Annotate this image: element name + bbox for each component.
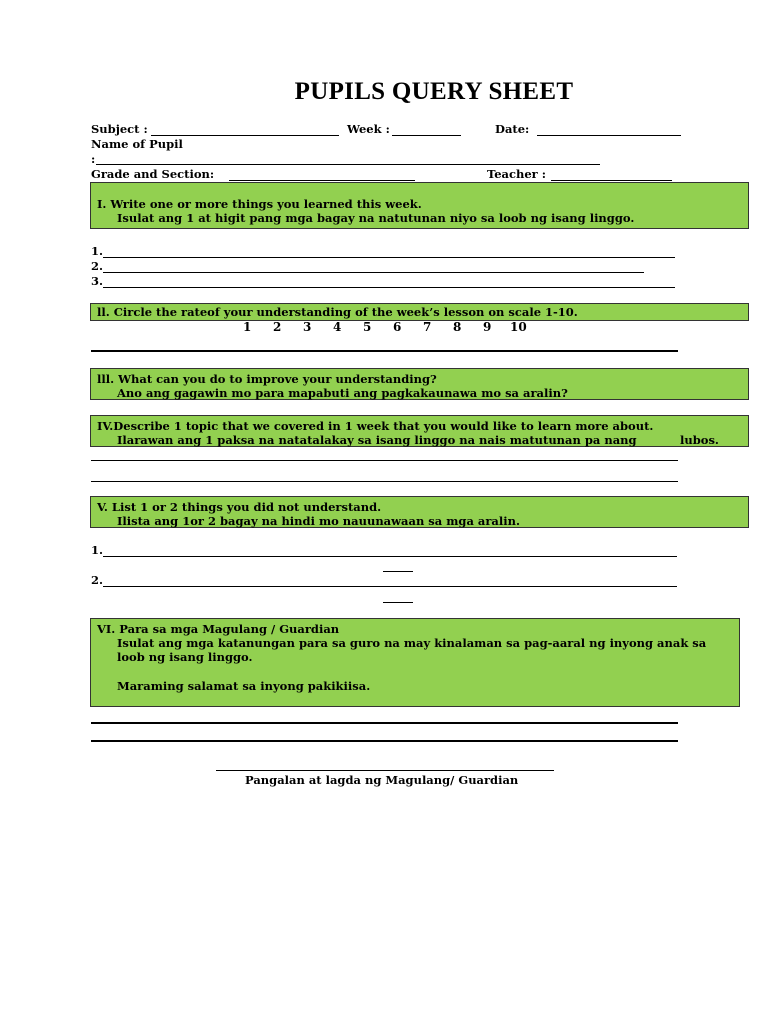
section-3-line-2: Ano ang gagawin mo para mapabuti ang pagkakaunawa mo sa aralin? [117, 386, 568, 400]
section-4-line-1: IV.Describe 1 topic that we covered in 1 week that you would like to learn more about. [97, 419, 654, 433]
section-5-item-1: 1. [91, 543, 104, 557]
section-5-answer-2[interactable] [103, 586, 677, 587]
rating-5[interactable]: 5 [363, 320, 372, 334]
section-5-answer-1[interactable] [103, 556, 677, 557]
section-2-box [90, 303, 749, 321]
date-label: Date: [495, 122, 530, 136]
teacher-field[interactable] [551, 180, 672, 181]
subject-field[interactable] [151, 135, 339, 136]
grade-section-field[interactable] [229, 180, 415, 181]
section-5-answer-1-cont[interactable] [383, 571, 413, 572]
section-5-answer-2-cont[interactable] [383, 602, 413, 603]
section-6-line-1: VI. Para sa mga Magulang / Guardian [97, 622, 340, 636]
section-1-item-3: 3. [91, 274, 104, 288]
section-6-line-2: Isulat ang mga katanungan para sa guro na may kinalaman sa pag-aaral ng inyong anak sa [117, 636, 707, 650]
rating-10[interactable]: 10 [510, 320, 527, 334]
grade-section-label: Grade and Section: [91, 167, 215, 181]
section-5-line-1: V. List 1 or 2 things you did not understand. [97, 500, 382, 514]
section-4-line-2-end: lubos. [680, 433, 719, 447]
name-colon: : [91, 152, 96, 166]
section-1-line-2: Isulat ang 1 at higit pang mga bagay na natutunan niyo sa loob ng isang linggo. [117, 211, 635, 225]
section-6-line-4: Maraming salamat sa inyong pakikiisa. [117, 679, 371, 693]
section-5-item-2: 2. [91, 573, 104, 587]
section-1-answer-1[interactable] [103, 257, 675, 258]
rating-4[interactable]: 4 [333, 320, 342, 334]
section-4-line-2: Ilarawan ang 1 paksa na natatalakay sa isang linggo na nais matutunan pa nang [117, 433, 637, 447]
section-4-box [90, 415, 749, 447]
section-1-answer-2[interactable] [103, 272, 644, 273]
subject-label: Subject : [91, 122, 148, 136]
section-6-answer-1[interactable] [91, 722, 678, 724]
rating-9[interactable]: 9 [483, 320, 492, 334]
date-field[interactable] [537, 135, 681, 136]
signature-label: Pangalan at lagda ng Magulang/ Guardian [245, 773, 519, 787]
section-4-answer-2[interactable] [91, 481, 678, 482]
name-label: Name of Pupil [91, 137, 183, 151]
rating-7[interactable]: 7 [423, 320, 432, 334]
rating-2[interactable]: 2 [273, 320, 282, 334]
rating-8[interactable]: 8 [453, 320, 462, 334]
week-field[interactable] [392, 135, 461, 136]
name-field[interactable] [96, 164, 600, 165]
rating-6[interactable]: 6 [393, 320, 402, 334]
rating-scale [0, 320, 768, 336]
section-2-line-1: ll. Circle the rateof your understanding of the week’s lesson on scale 1-10. [97, 305, 578, 319]
section-5-line-2: Ilista ang 1or 2 bagay na hindi mo nauunawaan sa mga aralin. [117, 514, 520, 528]
section-3-box [90, 368, 749, 400]
week-label: Week : [347, 122, 390, 136]
section-1-answer-3[interactable] [103, 287, 675, 288]
section-6-box [90, 618, 740, 707]
section-1-box [90, 182, 749, 229]
rating-1[interactable]: 1 [243, 320, 252, 334]
signature-line[interactable] [216, 770, 554, 771]
section-1-item-2: 2. [91, 259, 104, 273]
section-3-line-1: lll. What can you do to improve your understanding? [97, 372, 437, 386]
section-6-answer-2[interactable] [91, 740, 678, 742]
teacher-label: Teacher : [487, 167, 546, 181]
rating-3[interactable]: 3 [303, 320, 312, 334]
section-4-answer-1[interactable] [91, 460, 678, 461]
page-title: PUPILS QUERY SHEET [294, 78, 574, 105]
section-1-item-1: 1. [91, 244, 104, 258]
section-2-answer-line[interactable] [91, 350, 678, 352]
section-6-line-3: loob ng isang linggo. [117, 650, 253, 664]
section-5-box [90, 496, 749, 528]
section-1-line-1: I. Write one or more things you learned this week. [97, 197, 422, 211]
